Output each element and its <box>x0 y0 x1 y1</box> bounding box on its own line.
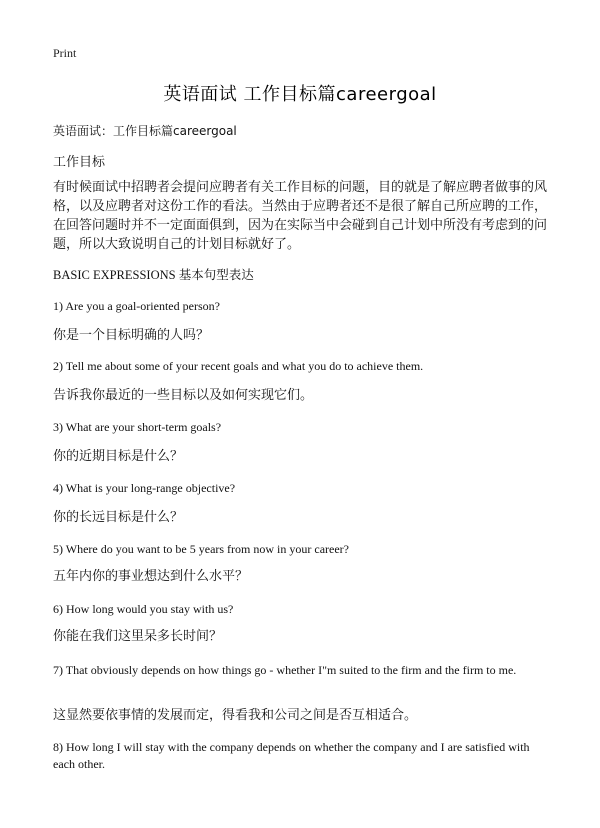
question-zh-4: 你的长远目标是什么？ <box>53 510 184 525</box>
basic-expressions-heading <box>53 265 254 283</box>
question-en-2: 2) Tell me about some of your recent goals and what you do to achieve them. <box>53 359 424 373</box>
basic-expressions-en: BASIC EXPRESSIONS <box>53 268 179 282</box>
question-zh-2: 告诉我你最近的一些目标以及如何实现它们。 <box>53 388 314 403</box>
article-subtitle: 英语面试：工作目标篇careergoal <box>53 124 237 138</box>
question-en-1: 1) Are you a goal-oriented person? <box>53 299 220 313</box>
question-zh-1: 你是一个目标明确的人吗？ <box>53 328 210 343</box>
question-zh-5: 五年内你的事业想达到什么水平？ <box>53 569 249 584</box>
answer-en-8: 8) How long I will stay with the company depends on whether the company and I are satisfied with each other. <box>53 740 530 771</box>
question-en-6: 6) How long would you stay with us? <box>53 602 234 616</box>
print-link[interactable]: Print <box>53 46 77 60</box>
question-en-5: 5) Where do you want to be 5 years from now in your career? <box>53 542 350 556</box>
intro-paragraph: 有时候面试中招聘者会提问应聘者有关工作目标的问题，目的就是了解应聘者做事的风格，以及应聘者对这份工作的看法。当然由于应聘者还不是很了解自己所应聘的工作，在回答问题时并不一定面面俱到，因为在实际当中会碰到自己计划中所没有考虑到的问题，所以大致说明自己的计划目标就好了。 <box>53 180 548 252</box>
question-en-4: 4) What is your long-range objective? <box>53 481 236 495</box>
question-zh-6: 你能在我们这里呆多长时间？ <box>53 629 223 644</box>
page-title: 英语面试 工作目标篇careergoal <box>163 84 437 105</box>
section-heading: 工作目标 <box>53 155 106 170</box>
question-en-3: 3) What are your short-term goals? <box>53 420 222 434</box>
basic-expressions-zh: 基本句型表达 <box>178 267 254 282</box>
answer-en-7: 7) That obviously depends on how things go - whether I"m suited to the firm and the firm to me. <box>53 663 517 677</box>
answer-zh-7: 这显然要依事情的发展而定，得看我和公司之间是否互相适合。 <box>53 708 418 723</box>
question-zh-3: 你的近期目标是什么？ <box>53 449 184 464</box>
